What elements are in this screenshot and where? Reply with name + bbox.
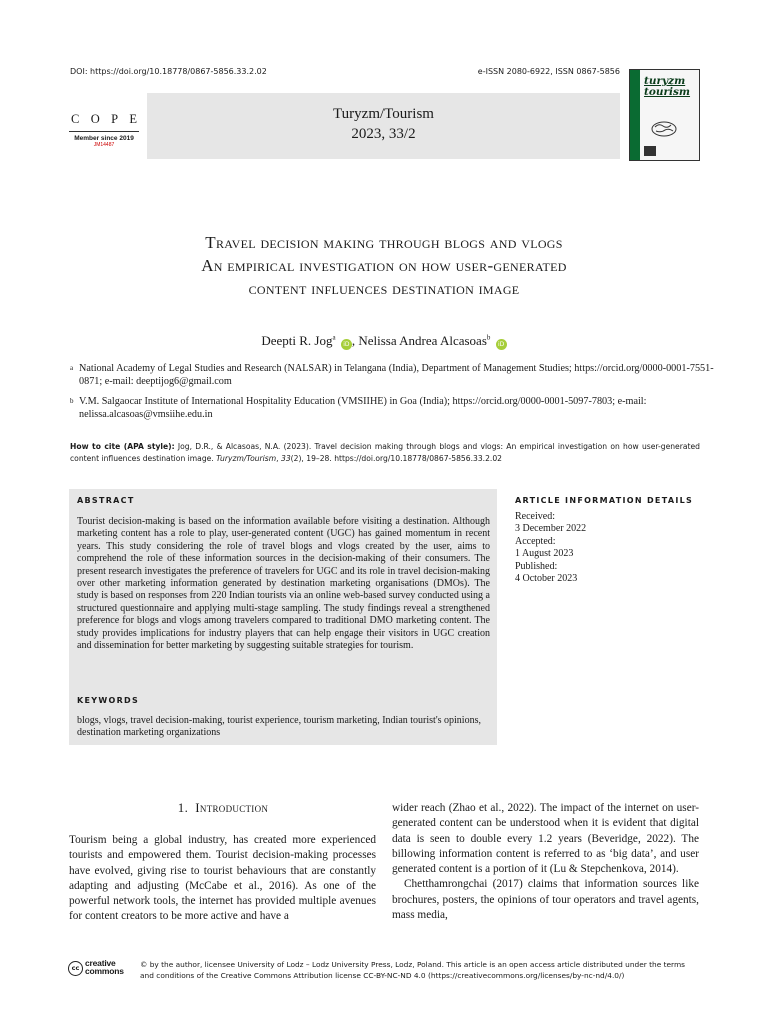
cope-letter: C <box>71 112 80 126</box>
cover-title <box>644 76 698 100</box>
article-info-heading: ARTICLE INFORMATION DETAILS <box>515 496 694 505</box>
author-separator: , <box>351 333 359 348</box>
citation-text: , <box>276 454 281 463</box>
accepted-date: 1 August 2023 <box>515 548 574 560</box>
cope-logo <box>69 100 139 162</box>
cover-title-line: tourism <box>644 86 691 98</box>
citation-block <box>70 441 700 465</box>
cover-title-line: turyzm <box>644 75 686 87</box>
title-line: content influences destination image <box>248 279 520 298</box>
cope-divider <box>69 131 139 132</box>
section-heading <box>70 800 376 816</box>
journal-cover-thumbnail <box>629 69 700 161</box>
keywords-text: blogs, vlogs, travel decision-making, tourist experience, tourism marketing, Indian tourist's opinions, destination marketing organizations <box>77 715 481 739</box>
article-info <box>515 511 705 585</box>
citation-journal: Turyzm/Tourism <box>216 454 277 463</box>
issn-line: e-ISSN 2080-6922, ISSN 0867-5856 <box>477 67 620 76</box>
abstract-heading: ABSTRACT <box>77 496 135 505</box>
author-name: Nelissa Andrea Alcasoas <box>358 333 487 348</box>
affiliation-text: National Academy of Legal Studies and Research (NALSAR) in Telangana (India), Department of Management Studies; https://orcid.org/0000-0001-7551-0871; e-mail: deeptijog6@gmail.com <box>79 363 714 387</box>
cope-id: JM14487 <box>93 142 115 148</box>
citation-text[interactable]: (2), 19–28. https://doi.org/10.18778/0867-5856.33.2.02 <box>290 454 502 463</box>
cc-wordmark-line: commons <box>85 965 124 976</box>
cc-wordmark <box>85 960 124 975</box>
abstract-text: Tourist decision-making is based on the information available before visiting a destination. Although marketing content has a role to play, user-generated content (UGC) has gained momentum in recent years. This study considering the role of travel blogs and vlogs created by the user, aims to comprehend the role of these information sources in the decision-making of their consumers. The present research investigates the preference of travelers for UGC and its role in travel decision-making over other marketing information generated by destination marketing organisations (DMOs). The study is based on responses from 220 Indian tourists via an online web-based survey conducted using a structured questionnaire and applying multi-stage sampling. The study findings reveal a strengthened preference for blogs and vlogs among travelers compared to traditional DMO marketing content. The study provides implications for industry players that can help engage their visitors in UGC creation and dissemination for better marketing by suggesting suitable strategies for tourism. <box>77 516 490 652</box>
article-title <box>0 231 768 300</box>
affiliation-mark: a <box>70 364 74 372</box>
affiliation-mark: b <box>70 397 74 405</box>
published-date: 4 October 2023 <box>515 573 578 585</box>
journal-name: Turyzm/Tourism <box>333 106 434 122</box>
cc-wordmark-line: creative <box>85 958 116 968</box>
cc-icon: cc <box>68 961 83 976</box>
body-paragraph: Chetthamrongchai (2017) claims that information sources like brochures, posters, the opinions of tour operators and travel agents, mass media, <box>392 878 699 922</box>
citation-label: How to cite (APA style): <box>70 442 175 451</box>
publisher-mark <box>644 146 656 156</box>
journal-issue: 2023, 33/2 <box>351 126 416 142</box>
cope-letter: O <box>90 112 100 126</box>
journal-banner <box>147 93 620 159</box>
citation-volume: 33 <box>280 454 291 463</box>
title-line: An empirical investigation on how user-generated <box>201 256 567 275</box>
affiliation-text: V.M. Salgaocar Institute of International Hospitality Education (VMSIIHE) in Goa (India); https://orcid.org/0000-0001-5097-7803; e-mail: nelissa.alcasoas@vmsiihe.edu.in <box>79 396 647 420</box>
affiliation-mark: a <box>332 333 336 342</box>
section-title: Introduction <box>195 800 269 815</box>
keywords-heading: KEYWORDS <box>77 696 140 705</box>
cope-letter: E <box>129 112 137 126</box>
abstract-box <box>69 489 497 745</box>
creative-commons-logo <box>68 960 132 978</box>
received-label: Received: <box>515 511 555 522</box>
author-list <box>0 333 768 350</box>
received-date: 3 December 2022 <box>515 523 587 535</box>
accepted-label: Accepted: <box>515 535 556 547</box>
orcid-icon[interactable]: iD <box>496 339 507 350</box>
author-name: Deepti R. Jog <box>261 333 333 348</box>
body-column-left: Tourism being a global industry, has created more experienced tourists and empowered them. Tourist decision-making processes have evolved, giving rise to tourist behaviours that are constantly adapting and adjusting (McCabe et al., 2016). As one of the powerful network tools, the internet has provided multiple avenues for content creators to be more active and have a <box>69 834 376 923</box>
affiliation-mark: b <box>486 333 491 342</box>
cope-member-text: Member since 2019 <box>74 135 134 142</box>
published-label: Published: <box>515 560 558 572</box>
affiliation-b <box>70 395 719 421</box>
globe-icon <box>650 120 678 138</box>
body-column-right <box>392 801 699 923</box>
affiliation-a <box>70 362 719 388</box>
body-paragraph: wider reach (Zhao et al., 2022). The impact of the internet on user-generated content can be understood when it is evident that digital data is seen to double every 1.2 years (Beveridge, 2022). The billowing information content is referred to as ‘big data’, and user generated content is a portion of it (Lu & Stepchenkova, 2014). <box>392 802 699 876</box>
section-number: 1. <box>177 800 189 815</box>
license-text: © by the author, licensee University of Lodz – Lodz University Press, Lodz, Poland. This article is an open access article distributed under the terms and conditions of the Creative Commons Attribution license CC-BY-NC-ND 4.0 (https://creativecommons.org/licenses/by-nc-nd/4.0/) <box>140 960 686 980</box>
doi-line: DOI: https://doi.org/10.18778/0867-5856.33.2.02 <box>70 67 267 76</box>
title-line: Travel decision making through blogs and vlogs <box>205 233 563 252</box>
cope-letter: P <box>111 112 119 126</box>
cover-green-stripe <box>630 70 640 160</box>
citation-text: Jog, D.R., & Alcasoas, N.A. (2023). Travel decision making through blogs and vlogs: An empirical investigation on how user-generated content influences destination image. <box>70 442 700 463</box>
orcid-icon[interactable]: iD <box>341 339 352 350</box>
